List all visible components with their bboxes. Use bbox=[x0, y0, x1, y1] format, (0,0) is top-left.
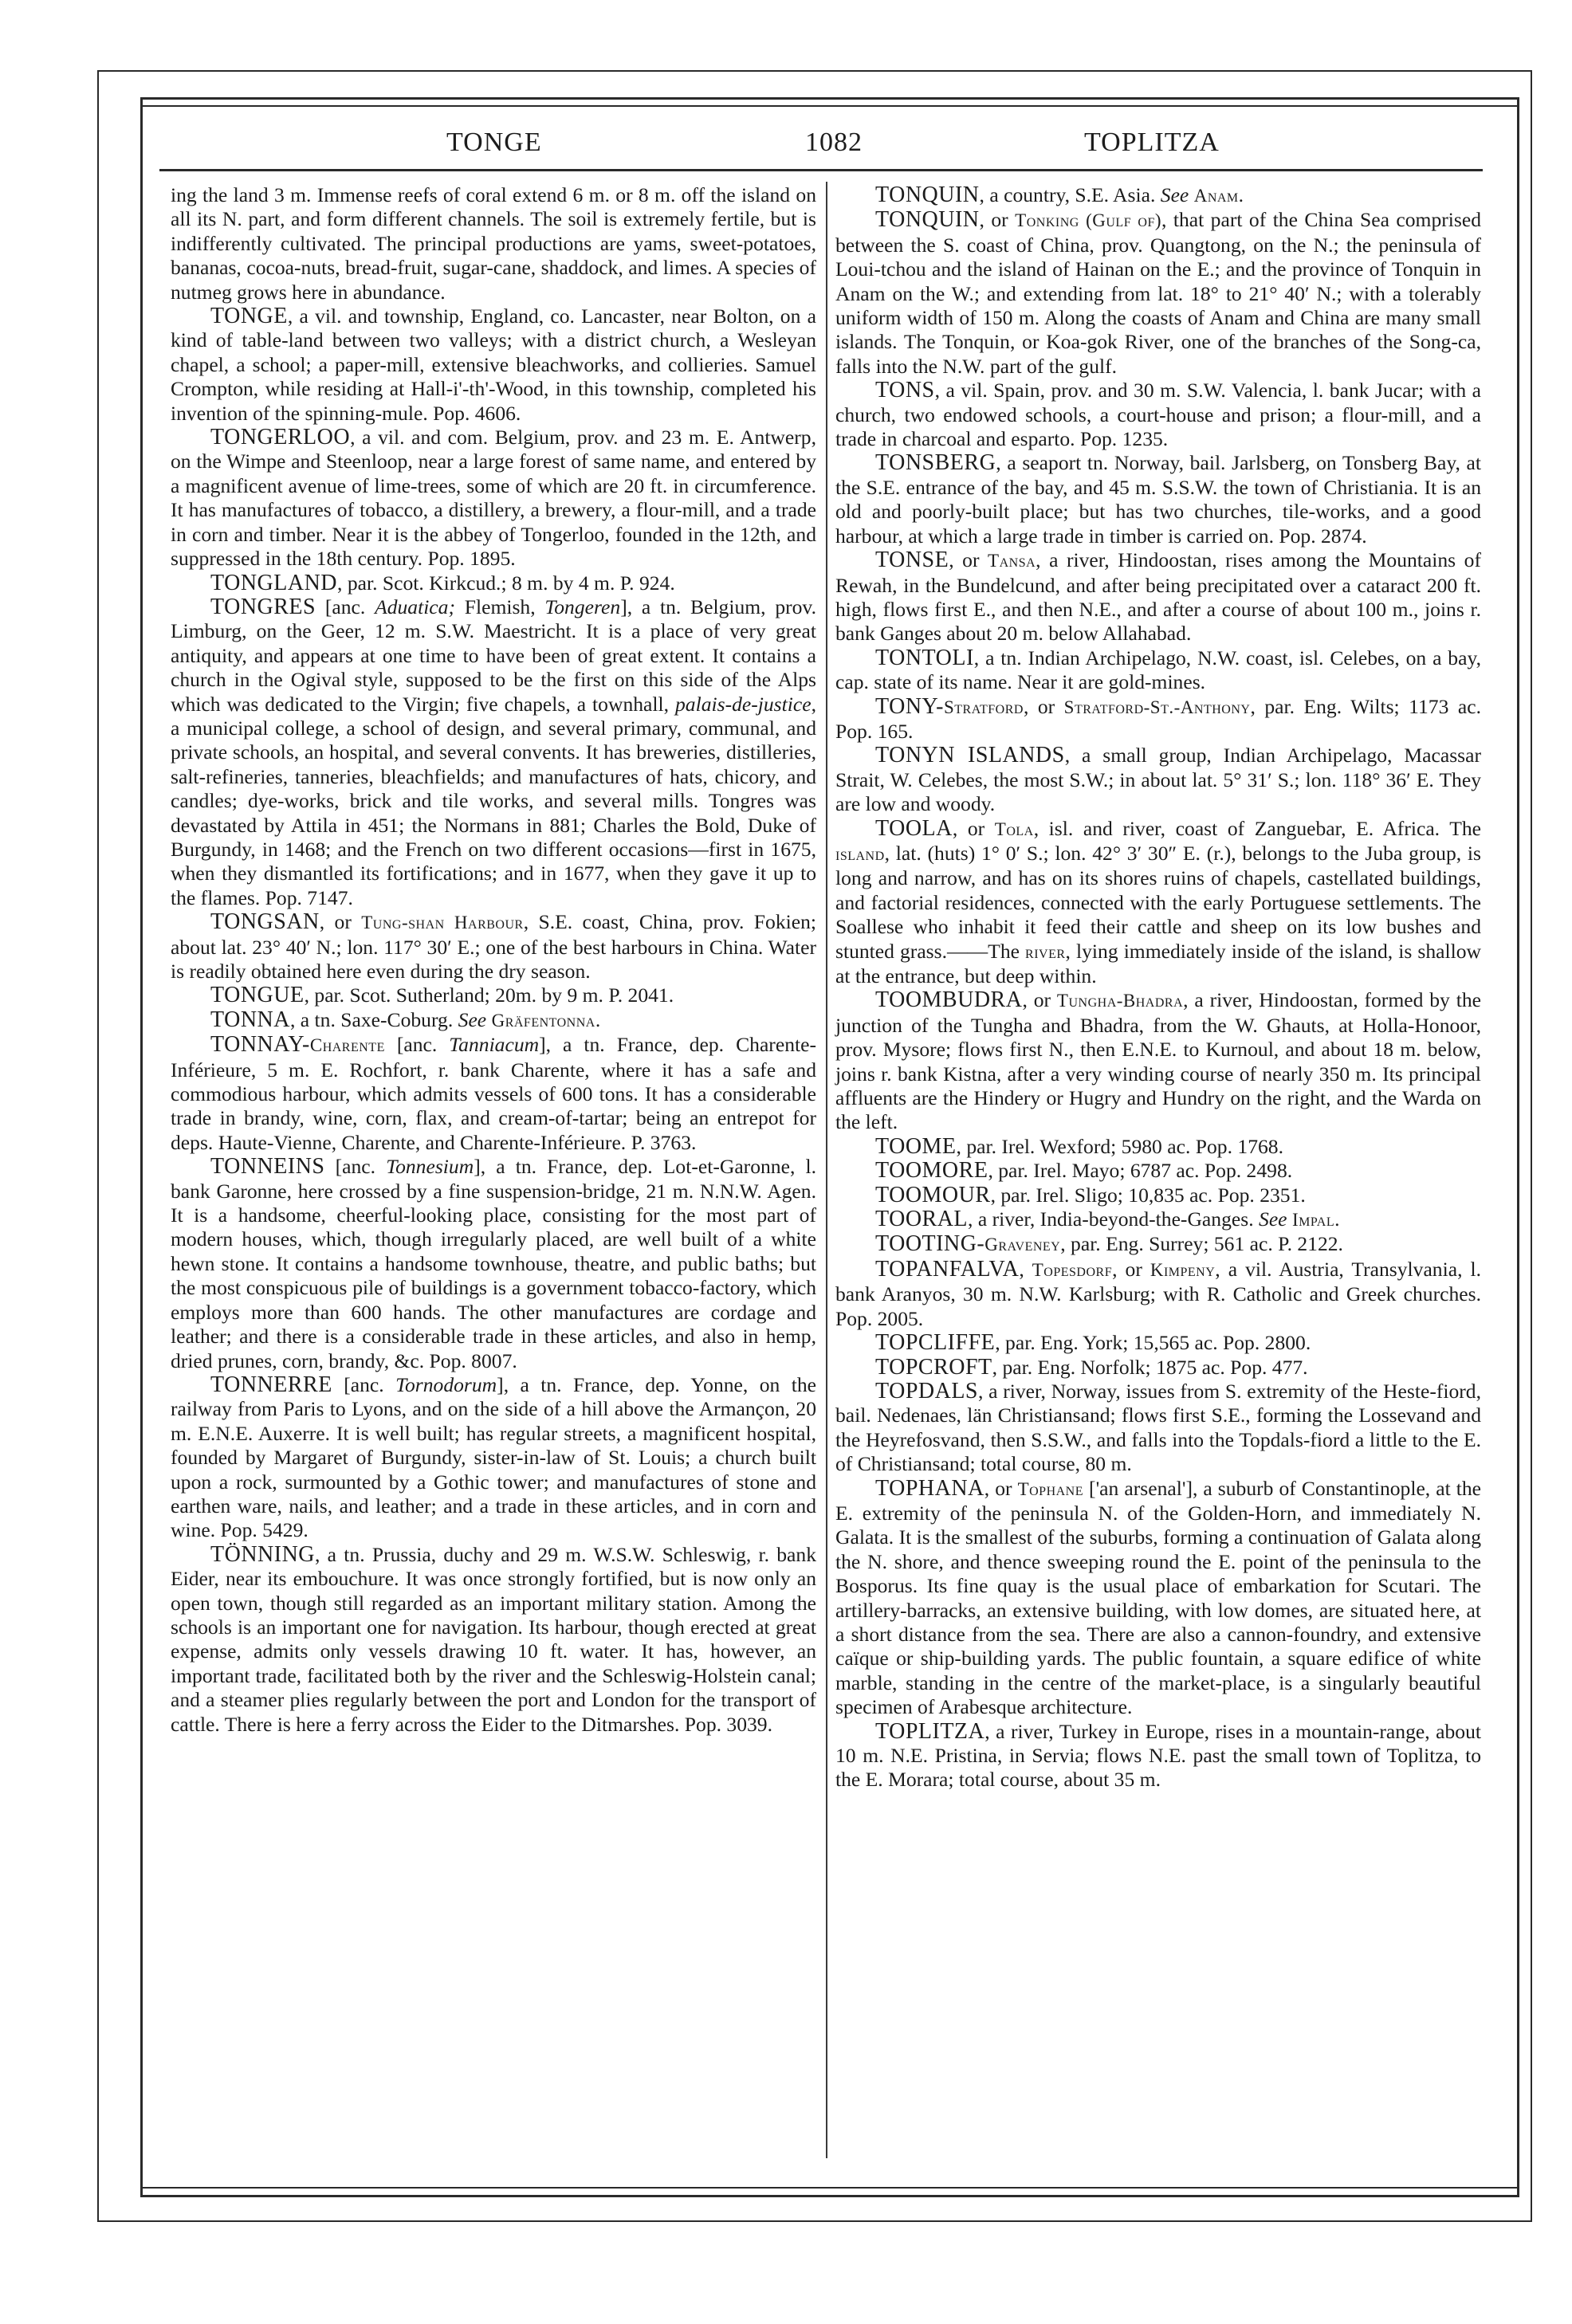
entry-text: Topesdorf bbox=[1032, 1259, 1113, 1280]
entry-text: , or bbox=[1023, 694, 1064, 718]
gazetteer-entry bbox=[835, 1258, 1481, 1331]
gazetteer-entry bbox=[835, 379, 1481, 451]
entry-text: , par. Irel. Wexford; 5980 ac. Pop. 1768. bbox=[956, 1134, 1283, 1158]
entry-text: , bbox=[1019, 1257, 1032, 1281]
gazetteer-entry bbox=[835, 1159, 1481, 1183]
entry-text: , a river, India-beyond-the-Ganges. bbox=[968, 1207, 1260, 1231]
entry-text: [anc. bbox=[324, 1155, 387, 1179]
left-column bbox=[171, 183, 816, 1737]
entry-text: island bbox=[835, 843, 885, 864]
header-rule bbox=[159, 169, 1483, 171]
entry-headword: TONSE bbox=[875, 548, 949, 573]
entry-text: , or bbox=[949, 548, 988, 572]
entry-text: , a tn. Indian Archipelago, N.W. coast, isl. Celebes, on a bay, cap. state of its name. Near it are gold-mines. bbox=[835, 646, 1481, 694]
entry-headword: TOOMORE bbox=[875, 1158, 988, 1184]
entry-text: , or bbox=[984, 1476, 1018, 1500]
entry-text: , lying immediately inside of the island, is shallow at the entrance, but deep within. bbox=[835, 939, 1481, 987]
entry-headword: TOPHANA bbox=[875, 1475, 984, 1501]
gazetteer-entry bbox=[171, 910, 816, 983]
entry-text: Tonnesium bbox=[386, 1155, 474, 1179]
right-column bbox=[835, 183, 1481, 1792]
entry-text: , par. Eng. Norfolk; 1875 ac. Pop. 477. bbox=[992, 1355, 1308, 1379]
entry-text: Anam bbox=[1193, 186, 1239, 206]
bottom-double-rule bbox=[140, 2187, 1519, 2189]
entry-text: . bbox=[1334, 1207, 1340, 1231]
entry-text: Stratford bbox=[943, 697, 1024, 717]
gazetteer-entry bbox=[835, 646, 1481, 695]
entry-text: , par. Eng. York; 15,565 ac. Pop. 2800. bbox=[995, 1331, 1311, 1355]
entry-headword: TONQUIN bbox=[875, 183, 980, 207]
entry-text: Impal bbox=[1291, 1210, 1335, 1231]
entry-headword: TOPANFALVA bbox=[875, 1256, 1020, 1282]
entry-text: ], a tn. France, dep. Yonne, on the railway from Paris to Lyons, and on the side of a hill above the Armançon, 20 m. E.N.E. Auxerre. It is well built; has regular streets, a magnificent hospital, founded by Margaret of Burgundy, sister-in-law of St. Louis; a church built upon a rock, surmounted by a Gothic tower; and manufactures of stone and earthen ware, nails, and leather; and a trade in these articles, and in corn and wine. Pop. 5429. bbox=[171, 1372, 816, 1542]
entry-text: [anc. bbox=[384, 1033, 450, 1057]
entry-text: , a seaport tn. Norway, bail. Jarlsberg, on Tonsberg Bay, at the S.E. entrance of the bay, and 45 m. S.S.W. the town of Christiania. It is an old and poorly-built place; but has two churches, tile-works, and a good harbour, at which a large trade in timber is carried on. Pop. 2874. bbox=[835, 451, 1481, 548]
entry-headword: TONGSAN bbox=[210, 909, 320, 935]
page-number: 1082 bbox=[805, 128, 863, 157]
entry-headword: TOOMBUDRA bbox=[875, 987, 1023, 1013]
entry-text: , a tn. Saxe-Coburg. bbox=[289, 1007, 458, 1031]
entry-headword: TOOME bbox=[875, 1133, 957, 1159]
entry-text: , a country, S.E. Asia. bbox=[979, 183, 1161, 206]
gazetteer-entry bbox=[835, 1331, 1481, 1355]
entry-text: ['an arsenal'], a suburb of Constantinople, at the E. extremity of the peninsula N. of the Golden-Horn, and immediately N. Galata. It is the smallest of the suburbs, forming a continuation of Galata along the N. shore, and thence sweeping round the E. point of the peninsula to the Bosporus. Its fine quay is the usual place of embarkation for Scutari. The artillery-barracks, an extensive building, with low domes, are situated here, at a short distance from the sea. There are also a cannon-foundry, and extensive caïque or ship-building yards. The public fountain, a square edifice of white marble, standing in the centre of the market-place, is a singularly beautiful specimen of Arabesque architecture. bbox=[835, 1476, 1481, 1719]
entry-headword: TONYN ISLANDS bbox=[875, 743, 1065, 768]
entry-text: See bbox=[458, 1007, 487, 1031]
gazetteer-entry bbox=[835, 1380, 1481, 1477]
entry-headword: TONTOLI bbox=[875, 645, 974, 670]
gazetteer-entry bbox=[835, 1135, 1481, 1159]
entry-headword: TÖNNING bbox=[210, 1541, 316, 1567]
entry-text: Kimpeny bbox=[1150, 1259, 1216, 1280]
entry-text: , or bbox=[979, 208, 1016, 232]
entry-text: , par. Irel. Mayo; 6787 ac. Pop. 2498. bbox=[988, 1159, 1293, 1183]
gazetteer-entry bbox=[835, 1477, 1481, 1720]
entry-text: , or bbox=[1112, 1257, 1150, 1281]
entry-text: , or bbox=[952, 816, 995, 840]
entry-text: Tansa bbox=[988, 551, 1036, 571]
entry-text: , a river, Hindoostan, rises among the Mountains of Rewah, in the Bundelcund, and after being precipitated over a cataract 200 ft. high, flows first E., and then N.E., and after a course of about 100 m., joins r. bank Ganges about 20 m. below Allahabad. bbox=[835, 548, 1482, 646]
entry-headword: TONGE bbox=[210, 304, 288, 329]
entry-text: Graveney bbox=[984, 1235, 1061, 1255]
entry-text: , S.E. coast, China, prov. Fokien; about lat. 23° 40′ N.; lon. 117° 30′ E.; one of the best harbours in China. Water is readily obtained here even during the dry season. bbox=[171, 910, 816, 983]
entry-headword: TONGERLOO bbox=[210, 425, 351, 450]
gazetteer-entry bbox=[171, 1373, 816, 1543]
entry-text: , a tn. Prussia, duchy and 29 m. W.S.W. Schleswig, r. bank Eider, near its embouchure. It was once strongly fortified, but is now only an open town, though still regarded as an important military station. Among the schools is an important one for navigation. Its harbour, though erected at great expense, admits only vessels drawing 10 ft. water. It has, however, an important trade, facilitated both by the river and the Schleswig-Holstein canal; and a steamer plies regularly between the port and London for the transport of cattle. There is here a ferry across the Eider to the Ditmarshes. Pop. 3039. bbox=[171, 1542, 816, 1736]
entry-text: Tongeren bbox=[544, 595, 621, 618]
gazetteer-entry bbox=[171, 426, 816, 571]
gazetteer-entry bbox=[835, 1720, 1481, 1792]
entry-text: [anc. bbox=[316, 595, 375, 618]
entry-text: Tungha-Bhadra bbox=[1056, 991, 1184, 1011]
header-right-word: TOPLITZA bbox=[1084, 128, 1220, 157]
gazetteer-entry bbox=[835, 451, 1481, 548]
entry-text: , a vil. Spain, prov. and 30 m. S.W. Valencia, l. bank Jucar; with a church, two endowed schools, a court-house and prison; a flour-mill, and a trade in charcoal and esparto. Pop. 1235. bbox=[835, 379, 1481, 451]
gazetteer-entry bbox=[171, 304, 816, 426]
entry-headword: TOPCLIFFE bbox=[875, 1330, 996, 1356]
entry-headword: TONNEINS bbox=[210, 1154, 325, 1180]
entry-headword: TONNAY- bbox=[210, 1032, 310, 1058]
gazetteer-entry bbox=[835, 183, 1481, 208]
entry-text: . bbox=[595, 1007, 601, 1031]
entry-text: , par. Eng. Surrey; 561 ac. P. 2122. bbox=[1060, 1232, 1343, 1256]
header-left-word: TONGE bbox=[446, 128, 542, 157]
entry-text: , a vil. Austria, Transylvania, l. bank Aranyos, 30 m. N.W. Karlsburg; with R. Catholic and Greek churches. Pop. 2005. bbox=[835, 1257, 1481, 1330]
entry-headword: TOPCROFT bbox=[875, 1354, 992, 1380]
entry-text: , isl. and river, coast of Zanguebar, E. Africa. The bbox=[1033, 816, 1481, 840]
entry-headword: TONQUIN bbox=[875, 207, 980, 233]
entry-headword: TONGLAND bbox=[210, 570, 338, 595]
running-head bbox=[159, 128, 1483, 167]
entry-text: Gräfentonna bbox=[491, 1010, 595, 1030]
entry-text: , a river, Turkey in Europe, rises in a mountain-range, about 10 m. N.E. Pristina, in Servia; flows N.E. past the small town of Toplitza, to the E. Morara; total course, about 35 m. bbox=[835, 1719, 1481, 1792]
gazetteer-entry bbox=[835, 1232, 1481, 1257]
gazetteer-entry bbox=[171, 1008, 816, 1033]
gazetteer-entry bbox=[171, 595, 816, 910]
gazetteer-entry bbox=[171, 183, 816, 304]
column-divider bbox=[826, 182, 827, 2158]
gazetteer-entry bbox=[835, 1356, 1481, 1380]
gazetteer-entry bbox=[171, 1155, 816, 1373]
entry-text: Flemish, bbox=[455, 595, 545, 618]
entry-text: , par. Irel. Sligo; 10,835 ac. Pop. 2351. bbox=[990, 1183, 1306, 1207]
gazetteer-entry bbox=[171, 1543, 816, 1737]
gazetteer-entry bbox=[835, 208, 1481, 379]
entry-text: Tornodorum bbox=[395, 1372, 497, 1396]
gazetteer-entry bbox=[835, 988, 1481, 1134]
entry-text: Tanniacum bbox=[449, 1033, 540, 1057]
entry-text: , a municipal college, a school of design, and several primary, communal, and private schools, an hospital, and several convents. It has breweries, distilleries, salt-refineries, tanneries, bleachfields; and manufactures of hats, chicory, and candles; dye-works, brick and tile works, and several mills. Tongres was devastated by Attila in 451; the Normans in 881; Charles the Bold, Duke of Burgundy, in 1468; and the French on two different occasions—first in 1675, when they dismantled its fortifications; and in 1677, when they gave it up to the flames. Pop. 7147. bbox=[171, 692, 816, 909]
entry-text: , par. Scot. Sutherland; 20m. by 9 m. P. 2041. bbox=[304, 983, 674, 1007]
entry-text: , lat. (huts) 1° 0′ S.; lon. 42° 3′ 30″ E. (r.), belongs to the Juba group, is long and narrow, and has on its shores ruins of chapels, castellated buildings, and factorial residences, connected with the early Portuguese settlements. The Soallese who inhabit it feed their cattle and sheep on its low bushes and stunted grass.——The bbox=[835, 841, 1481, 963]
gazetteer-entry bbox=[835, 695, 1481, 744]
entry-headword: TOORAL bbox=[875, 1207, 969, 1232]
entry-text: , or bbox=[1022, 988, 1057, 1012]
entry-text: , a river, Norway, issues from S. extremity of the Heste-fiord, bail. Nedenaes, län Christiansand; flows first S.E., forming the Lossevand and the Heyrefosvand, then S.S.W., and falls into the Topdals-fiord a little to the E. of Christiansand; total course, 80 m. bbox=[835, 1379, 1481, 1476]
entry-text: See bbox=[1259, 1207, 1287, 1231]
entry-text: [anc. bbox=[332, 1372, 396, 1396]
entry-headword: TOPDALS bbox=[875, 1378, 979, 1403]
entry-text: Tola bbox=[994, 819, 1034, 839]
entry-text: Tonking (Gulf of) bbox=[1015, 210, 1162, 231]
entry-text: river bbox=[1025, 941, 1066, 962]
entry-text: , par. Scot. Kirkcud.; 8 m. by 4 m. P. 924. bbox=[337, 571, 675, 595]
entry-headword: TONS bbox=[875, 378, 935, 403]
entry-text: , a vil. and com. Belgium, prov. and 23 m. E. Antwerp, on the Wimpe and Steenloop, near a large forest of same name, and entered by a magnificent avenue of lime-trees, some of which are 20 ft. in circumference. It has manufactures of tobacco, a distillery, a brewery, a flour-mill, and a trade in corn and timber. Near it is the abbey of Tongerloo, founded in the 12th, and suppressed in the 18th century. Pop. 1895. bbox=[171, 426, 816, 571]
entry-text: Stratford-St.-Anthony bbox=[1063, 697, 1251, 717]
top-double-rule bbox=[140, 105, 1519, 107]
gazetteer-entry bbox=[171, 1033, 816, 1155]
entry-text: ], a tn. France, dep. Lot-et-Garonne, l. bank Garonne, here crossed by a fine suspension-bridge, 21 m. N.N.W. Agen. It is a handsome, cheerful-looking place, consisting for the most part of modern houses, which, though irregularly placed, are well built of a white hewn stone. It contains a handsome townhouse, theatre, and public baths; but the most conspicuous pile of buildings is a government tobacco-factory, which employs more than 600 hands. The other manufactures are cordage and leather; and there is a considerable trade in these articles, and also in hemp, dried prunes, corn, brandy, &c. Pop. 8007. bbox=[171, 1155, 816, 1372]
entry-text: palais-de-justice bbox=[675, 692, 812, 716]
entry-text: ], a tn. France, dep. Charente-Inférieure, 5 m. E. Rochfort, r. bank Charente, where it has a safe and commodious harbour, which admits vessels of 600 tons. It has a considerable trade in brandy, wine, corn, flax, and cream-of-tartar; being an entrepot for deps. Haute-Vienne, Charente, and Charente-Inférieure. P. 3763. bbox=[171, 1033, 816, 1154]
entry-text: , that part of the China Sea comprised between the S. coast of China, prov. Quangtong, on the N.; the peninsula of Loui-tchou and the island of Hainan on the E.; and the province of Tonquin in Anam on the W.; and extending from lat. 18° to 21° 40′ N.; with a tolerably uniform width of 150 m. Along the coasts of Anam and China are many small islands. The Tonquin, or Koa-gok River, one of the branches of the Song-ca, falls into the N.W. part of the gulf. bbox=[835, 208, 1481, 378]
entry-text: Tophane bbox=[1017, 1478, 1084, 1499]
gazetteer-entry bbox=[835, 817, 1481, 989]
entry-text: , a river, Hindoostan, formed by the junction of the Tungha and Bhadra, from the W. Ghauts, at Holla-Honoor, prov. Mysore; flows first N., then E.N.E. to Kurnoul, and about 18 m. below, joins r. bank Kistna, after a very winding course of nearly 350 m. Its principal affluents are the Hindery or Hugry and Hundry on the right, and the Warda on the left. bbox=[835, 988, 1481, 1134]
entry-headword: TOOMOUR bbox=[875, 1182, 991, 1207]
gazetteer-entry bbox=[835, 1207, 1481, 1232]
entry-text: See bbox=[1160, 183, 1189, 206]
entry-headword: TONSBERG bbox=[875, 450, 996, 476]
entry-text: Tung-shan Harbour bbox=[361, 913, 524, 933]
entry-headword: TONGRES bbox=[210, 594, 316, 619]
entry-text: Charente bbox=[309, 1035, 385, 1056]
entry-headword: TONY- bbox=[875, 693, 944, 719]
entry-headword: TONNA bbox=[210, 1007, 290, 1032]
entry-headword: TOPLITZA bbox=[875, 1718, 985, 1744]
entry-text: ing the land 3 m. Immense reefs of coral extend 6 m. or 8 m. off the island on all its N. part, and form different channels. The soil is extremely fertile, but is indifferently cultivated. The principal productions are yams, sweet-potatoes, bananas, cocoa-nuts, bread-fruit, sugar-cane, shaddock, and limes. A species of nutmeg grows here in abundance. bbox=[171, 183, 816, 304]
entry-text: , a small group, Indian Archipelago, Macassar Strait, W. Celebes, the most S.W.; in about lat. 5° 31′ S.; lon. 118° 36′ E. They are low and woody. bbox=[835, 744, 1481, 816]
gazetteer-entry bbox=[835, 548, 1481, 646]
entry-headword: TONGUE bbox=[210, 983, 305, 1008]
entry-headword: TONNERRE bbox=[210, 1372, 332, 1397]
entry-text: . bbox=[1238, 183, 1244, 206]
entry-headword: TOOTING- bbox=[875, 1231, 985, 1257]
gazetteer-entry bbox=[171, 571, 816, 595]
entry-text: , par. Eng. Wilts; 1173 ac. Pop. 165. bbox=[835, 694, 1481, 743]
entry-text: ], a tn. Belgium, prov. Limburg, on the Geer, 12 m. S.W. Maestricht. It is a place of very great antiquity, and appears at one time to have been of great extent. It contains a church in the Ogival style, supposed to be the first on this side of the Alps which was dedicated to the Virgin; five chapels, a townhall, bbox=[171, 595, 816, 716]
entry-text: , or bbox=[319, 910, 362, 934]
gazetteer-entry bbox=[835, 744, 1481, 816]
gazetteer-entry bbox=[171, 983, 816, 1007]
entry-text: Aduatica; bbox=[375, 595, 455, 618]
entry-headword: TOOLA bbox=[875, 815, 953, 841]
gazetteer-entry bbox=[835, 1184, 1481, 1207]
entry-text: , a vil. and township, England, co. Lancaster, near Bolton, on a kind of table-land between two valleys; with a district church, a Wesleyan chapel, a school; a paper-mill, extensive bleachworks, and collieries. Samuel Crompton, while residing at Hall-i'-th'-Wood, in this township, completed his invention of the spinning-mule. Pop. 4606. bbox=[171, 304, 816, 425]
